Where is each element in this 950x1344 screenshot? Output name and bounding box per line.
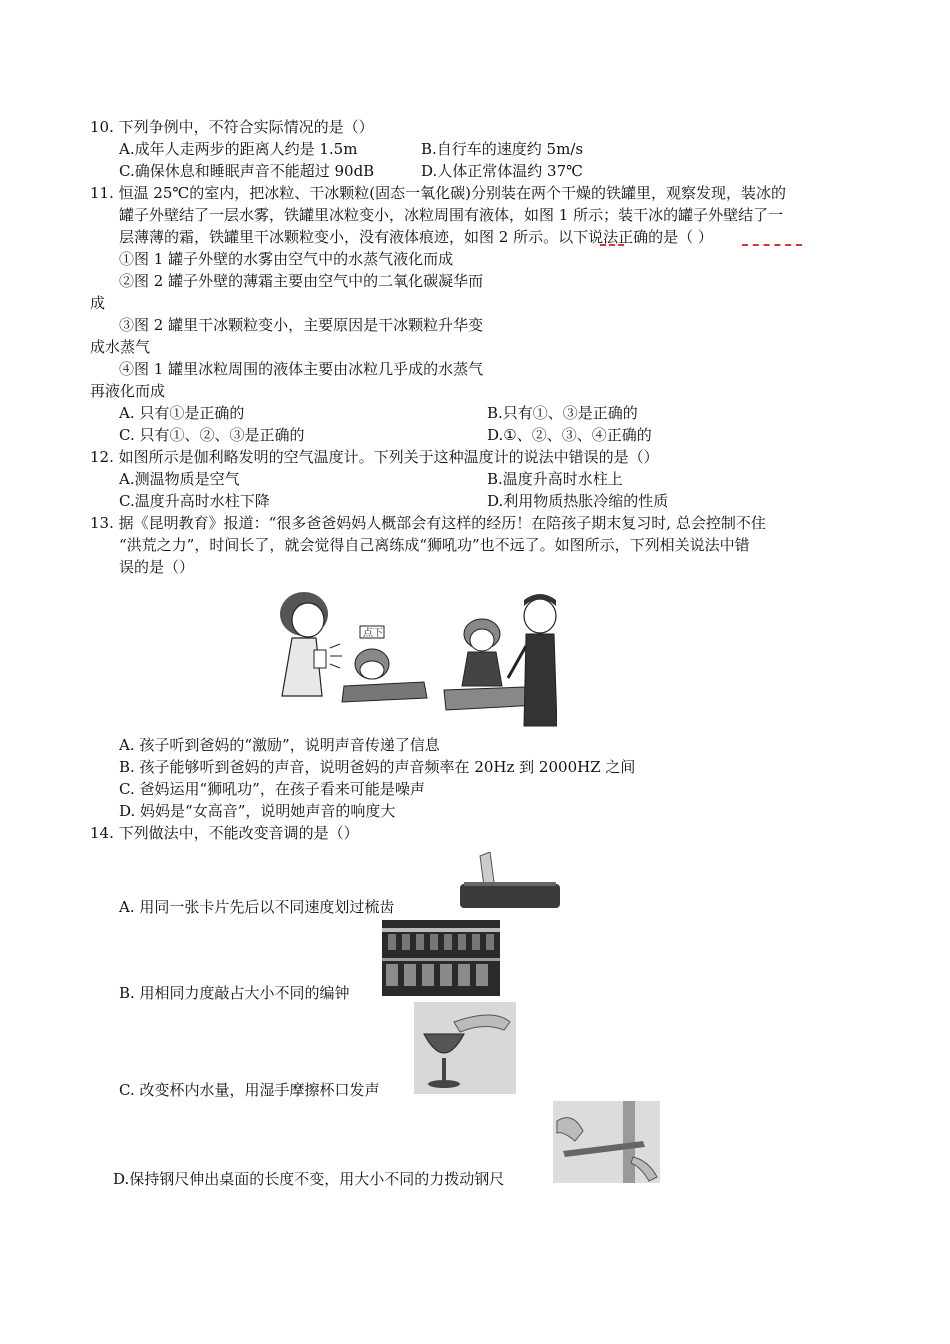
q13-option-b: B. 孩子能够听到爸妈的声音，说明爸妈的声音频率在 20Hz 到 2000HZ 之间 <box>119 758 636 776</box>
father-body <box>524 634 557 726</box>
q10-option-c: C.确保休息和睡眠声音不能超过 90dB <box>119 162 375 180</box>
q11-stem-line3: 层薄薄的霜，铁罐里干冰颗粒变小，没有液体痕迹，如图 2 所示。以下说法正确的是（ ） <box>119 228 713 246</box>
q12-option-c: C.温度升高时水柱下降 <box>119 492 270 510</box>
q13-stem-line3: 误的是（） <box>119 558 195 576</box>
glass-base <box>428 1080 460 1088</box>
q10-option-a: A.成年人走两步的距离人约是 1.5m <box>119 140 358 158</box>
q11-statement-2: ②图 2 罐子外壁的薄霜主要由空气中的二氧化碳凝华而 <box>119 272 484 290</box>
cartoon-sign-text: 点下 <box>363 628 383 639</box>
q12-option-b: B.温度升高时水柱上 <box>487 470 623 488</box>
q14-option-b: B. 用相同力度敲占大小不同的编钟 <box>119 984 350 1002</box>
shout-lines <box>330 644 342 668</box>
card-shape <box>480 852 494 886</box>
q12-stem: 12. 如图所示是伽利略发明的空气温度计。下列关于这种温度计的说法中错误的是（） <box>90 448 659 466</box>
q11-stem-line1: 11. 恒温 25℃的室内，把冰粒、干冰颗粒(固态一氧化碳)分别装在两个干燥的铁罐里，观察发现，装冰的 <box>90 184 786 202</box>
q11-statement-1: ①图 1 罐子外壁的水雾由空气中的水蒸气液化而成 <box>119 250 454 268</box>
comb-teeth <box>464 882 556 886</box>
q10-stem: 10. 下列争例中，不符合实际情况的是（） <box>90 118 374 136</box>
q13-option-c: C. 爸妈运用“狮吼功”，在孩子看来可能是噪声 <box>119 780 425 798</box>
q13-stem-line2: “洪荒之力”，时间长了，就会觉得自己离练成“狮吼功”也不远了。如图所示，下列相关说法中错 <box>119 536 750 554</box>
bells-row-bottom <box>386 964 488 986</box>
q14-option-a: A. 用同一张卡片先后以不同速度划过梳齿 <box>119 898 395 916</box>
mother-face <box>292 603 324 637</box>
q11-statement-3-cont: 成水蒸气 <box>90 338 151 356</box>
q11-statement-4: ④图 1 罐里冰粒周围的液体主要由冰粒几乎成的水蒸气 <box>119 360 484 378</box>
q14-option-c: C. 改变杯内水量，用湿手摩擦杯口发声 <box>119 1081 380 1099</box>
q10-option-d: D.人体正常体温约 37℃ <box>421 162 583 180</box>
hand-shape <box>454 1015 510 1032</box>
q13-option-d: D. 妈妈是“女高音”，说明她声音的响度大 <box>119 802 396 820</box>
wine-glass-image <box>414 1002 516 1094</box>
finger-shape <box>557 1118 583 1141</box>
q12-option-d: D.利用物质热胀冷缩的性质 <box>487 492 669 510</box>
desk-left <box>342 682 427 702</box>
child2-body <box>462 652 502 686</box>
bianzhong-bells-image <box>382 920 500 996</box>
q11-statement-3: ③图 2 罐里干冰颗粒变小，主要原因是干冰颗粒升华变 <box>119 316 484 334</box>
glass-stem <box>442 1058 446 1082</box>
q13-stem-line1: 13. 据《昆明教育》报道：“很多爸爸妈妈人概部会有这样的经历！在陪孩子期末复习时, 总会控制不住 <box>90 514 766 532</box>
q13-option-a: A. 孩子听到爸妈的“激励”，说明声音传递了信息 <box>119 736 440 754</box>
steel-ruler-image <box>553 1101 660 1183</box>
father-arm <box>508 646 526 678</box>
red-underline-mark <box>600 244 624 246</box>
q12-option-a: A.测温物质是空气 <box>119 470 240 488</box>
father-face <box>524 599 556 633</box>
q11-option-c: C. 只有①、②、③是正确的 <box>119 426 305 444</box>
q11-statement-4-cont: 再液化而成 <box>90 382 166 400</box>
q10-option-b: B.自行车的速度约 5m/s <box>421 140 584 158</box>
bell-rack-top <box>382 928 500 932</box>
q11-statement-2-cont: 成 <box>90 294 106 312</box>
child2-face <box>470 629 494 651</box>
child1-face <box>360 661 384 679</box>
q11-option-d: D.①、②、③、④正确的 <box>487 426 652 444</box>
comb-card-image <box>460 852 562 910</box>
q14-option-d: D.保持钢尺伸出桌面的长度不变，用大小不同的力拨动钢尺 <box>113 1170 505 1188</box>
glass-bowl <box>424 1034 464 1053</box>
red-underline-mark <box>742 244 802 246</box>
comb-shape <box>460 884 560 908</box>
parent-shouting-cartoon <box>272 586 557 728</box>
q11-option-b: B.只有①、③是正确的 <box>487 404 638 422</box>
bell-rack-middle <box>382 958 500 961</box>
q14-stem: 14. 下列做法中，不能改变音调的是（） <box>90 824 359 842</box>
paper-in-hand <box>314 650 326 668</box>
bells-row-top <box>388 934 494 950</box>
q11-stem-line2: 罐子外壁结了一层水雾，铁罐里冰粒变小，冰粒周围有液体，如图 1 所示；装干冰的罐子外壁结了一 <box>119 206 784 224</box>
q11-option-a: A. 只有①是正确的 <box>119 404 245 422</box>
table-edge <box>623 1101 635 1183</box>
